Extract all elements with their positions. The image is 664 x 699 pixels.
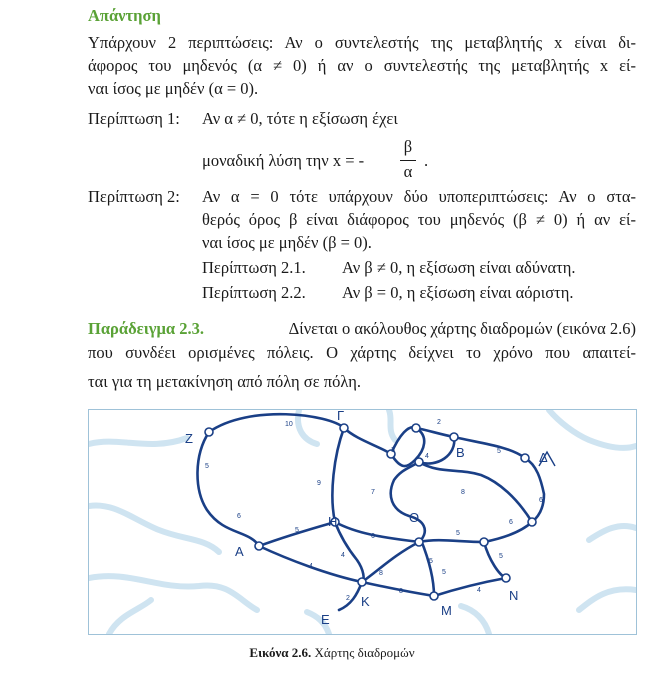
case1-solution-end: . [424, 151, 429, 170]
figure-caption [0, 645, 664, 661]
node-m [430, 592, 438, 600]
label-m: Μ [441, 603, 452, 618]
subcase-2-1-label: Περίπτωση 2.1. [202, 258, 306, 277]
node-g [340, 424, 348, 432]
case2-line-1: Αν α = 0 τότε υπάρχουν δύο υποπεριπτώσεις: Αν ο στα- [202, 187, 636, 206]
svg-text:3: 3 [391, 447, 395, 454]
label-theta: Θ [409, 510, 420, 525]
svg-text:8: 8 [379, 570, 383, 577]
svg-text:8: 8 [461, 489, 465, 496]
route-map [88, 409, 637, 635]
svg-text:5: 5 [442, 569, 446, 576]
svg-text:5: 5 [295, 527, 299, 534]
route-map-graphic [89, 410, 636, 634]
case1-solution: μοναδική λύση την x = - [202, 151, 365, 170]
subcase-2-2-text: Αν β = 0, η εξίσωση είναι αόριστη. [342, 283, 574, 302]
svg-text:6: 6 [509, 519, 513, 526]
city-nodes [205, 424, 536, 600]
label-e: Ε [321, 612, 330, 627]
label-k: Κ [361, 594, 370, 609]
node-r [480, 538, 488, 546]
node-b [450, 433, 458, 441]
label-h: Η [328, 514, 338, 529]
example-line-2: που συνδέει ορισμένες πόλεις. Ο χάρτης δείχνει το χρόνο που απαιτεί- [88, 343, 636, 362]
svg-text:2: 2 [346, 595, 350, 602]
case2-label: Περίπτωση 2: [88, 187, 180, 206]
svg-text:4: 4 [341, 552, 345, 559]
svg-text:4: 4 [477, 587, 481, 594]
intro-line-2: άφορος του μηδενός (α ≠ 0) ή αν ο συντελεστής της μεταβλητής x εί- [88, 56, 636, 75]
svg-text:4: 4 [425, 453, 429, 460]
label-b: Β [456, 445, 465, 460]
svg-text:10: 10 [285, 421, 293, 428]
label-n: Ν [509, 588, 519, 603]
svg-text:9: 9 [317, 480, 321, 487]
node-d [521, 454, 529, 462]
node-k [358, 578, 366, 586]
fraction-bar [400, 160, 416, 161]
intro-line-3: ναι ίσος με μηδέν (α = 0). [88, 79, 259, 98]
svg-text:5: 5 [497, 448, 501, 455]
fraction-denominator: α [403, 162, 413, 181]
svg-text:5: 5 [499, 553, 503, 560]
svg-text:7: 7 [371, 489, 375, 496]
label-a: Α [235, 544, 244, 559]
label-g: Γ [337, 410, 345, 423]
example-title: Παράδειγμα 2.3. [88, 319, 204, 338]
svg-text:2: 2 [437, 419, 441, 426]
subcase-2-1-text: Αν β ≠ 0, η εξίσωση είναι αδύνατη. [342, 258, 576, 277]
node-theta [415, 538, 423, 546]
node-n [502, 574, 510, 582]
case1-text: Αν α ≠ 0, τότε η εξίσωση έχει [202, 109, 398, 128]
node-b2 [415, 458, 423, 466]
node-z [205, 428, 213, 436]
svg-text:6: 6 [371, 533, 375, 540]
caption-text: Χάρτης διαδρομών [314, 645, 415, 660]
example-intro: Δίνεται ο ακόλουθος χάρτης διαδρομών (εικόνα 2.6) [288, 319, 636, 338]
svg-text:6: 6 [539, 497, 543, 504]
case1-label: Περίπτωση 1: [88, 109, 180, 128]
svg-text:5: 5 [456, 530, 460, 537]
intro-line-1: Υπάρχουν 2 περιπτώσεις: Αν ο συντελεστής της μεταβλητής x είναι δι- [88, 33, 636, 52]
svg-text:6: 6 [237, 513, 241, 520]
answer-heading: Απάντηση [88, 6, 161, 25]
case2-line-3: ναι ίσος με μηδέν (β = 0). [202, 233, 372, 252]
label-d: Δ [539, 450, 548, 465]
fraction-numerator: β [403, 137, 413, 156]
node-east [528, 518, 536, 526]
label-z: Ζ [185, 431, 193, 446]
caption-label: Εικόνα 2.6. [249, 645, 312, 660]
example-line-1 [88, 319, 636, 339]
example-line-3: ται για τη μετακίνηση από πόλη σε πόλη. [88, 372, 361, 391]
subcase-2-2-label: Περίπτωση 2.2. [202, 283, 306, 302]
node-a [255, 542, 263, 550]
node-top [412, 424, 420, 432]
svg-text:5: 5 [429, 558, 433, 565]
svg-text:8: 8 [399, 588, 403, 595]
svg-text:4: 4 [309, 563, 313, 570]
main-roads [197, 414, 544, 610]
case2-line-2: θερός όρος β είναι διάφορος του μηδενός (β ≠ 0) ή αν εί- [202, 210, 636, 229]
svg-text:5: 5 [205, 463, 209, 470]
